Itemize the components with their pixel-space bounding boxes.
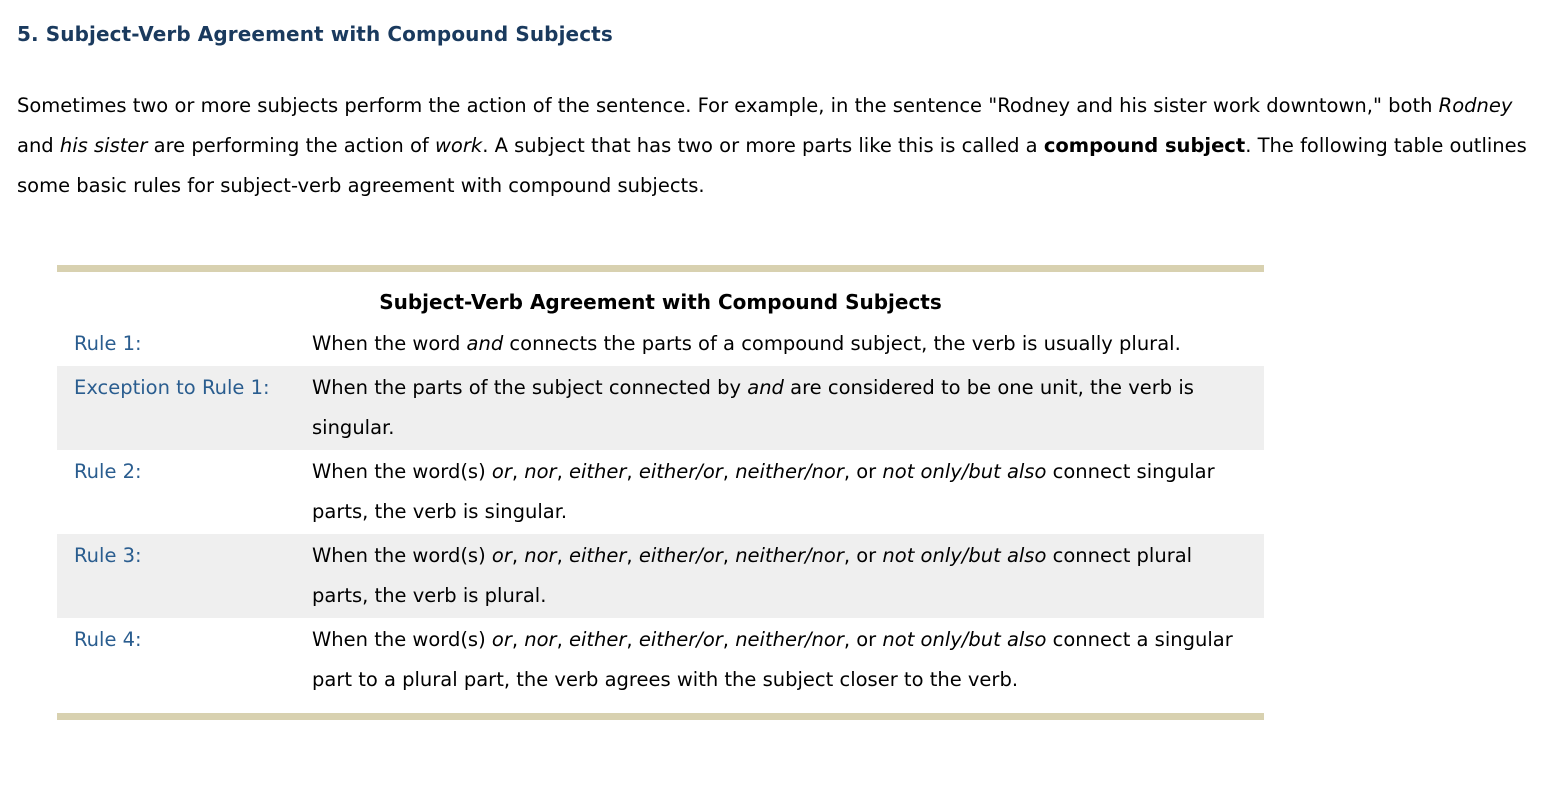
rule-em-either: either (568, 628, 627, 651)
rule-text-part: When the word(s) (312, 544, 492, 567)
rule-text-part: , or (843, 460, 883, 483)
rule-text-part: , (511, 460, 525, 483)
rule-description (312, 322, 1264, 366)
rules-table (57, 272, 1264, 713)
rule-text-part: are considered to be one unit, the verb is singular. (312, 376, 1194, 439)
rule-text-part: When the word(s) (312, 628, 492, 651)
rule-text-part: , or (843, 544, 883, 567)
rule-em-either-or: either/or (638, 544, 723, 567)
rule-text-part: connect plural parts, the verb is plural. (312, 544, 1193, 607)
rule-em-not-only-but-also: not only/but also (882, 628, 1047, 651)
rule-text-part: , (626, 628, 639, 651)
intro-text-2: and (17, 134, 60, 157)
intro-paragraph (17, 86, 1547, 206)
intro-text-5: . The following table outlines some basic rules for subject-verb agreement with compound subjects. (17, 134, 1527, 197)
rule-label: Exception to Rule 1: (57, 366, 312, 450)
rule-em-either: either (568, 544, 627, 567)
rule-em-not-only-but-also: not only/but also (882, 544, 1047, 567)
rule-text-part: connect a singular part to a plural part, the verb agrees with the subject closer to the verb. (312, 628, 1233, 691)
rule-description (312, 618, 1264, 713)
rule-text-part: connect singular parts, the verb is singular. (312, 460, 1215, 523)
rule-text-part: When the word(s) (312, 460, 492, 483)
rule-em-and: and (466, 332, 504, 355)
rule-em-neither-nor: neither/nor (735, 544, 844, 567)
rule-label: Rule 1: (74, 332, 142, 355)
table-row-exception-1 (57, 366, 1264, 450)
rules-table-container (57, 265, 1264, 720)
rule-label: Rule 2: (74, 460, 142, 483)
intro-text-1: Sometimes two or more subjects perform the action of the sentence. For example, in the sentence "Rodney and his sister work downtown," both (17, 94, 1439, 117)
rule-em-or: or (491, 628, 512, 651)
rule-em-or: or (491, 460, 512, 483)
rule-text-part: , (556, 628, 569, 651)
rule-em-either-or: either/or (638, 628, 723, 651)
rule-label: Rule 3: (57, 534, 312, 618)
rule-label: Rule 4: (74, 628, 142, 651)
rule-em-not-only-but-also: not only/but also (882, 460, 1047, 483)
rule-description (312, 366, 1264, 450)
table-row-rule-2 (57, 450, 1264, 534)
rule-em-either-or: either/or (638, 460, 723, 483)
rule-text-part: , (722, 460, 736, 483)
intro-em-work: work (434, 134, 483, 157)
rule-text-part: , (556, 544, 569, 567)
table-row-rule-4 (57, 618, 1264, 713)
rule-description (312, 450, 1264, 534)
table-row-rule-1 (57, 322, 1264, 366)
rule-em-and: and (747, 376, 784, 399)
intro-em-his-sister: his sister (59, 134, 148, 157)
intro-strong-compound-subject: compound subject (1043, 134, 1246, 157)
rule-text-part: , (722, 544, 736, 567)
table-caption: Subject-Verb Agreement with Compound Subjects (379, 290, 942, 314)
section-heading: 5. Subject-Verb Agreement with Compound Subjects (17, 22, 613, 46)
rule-text-part: , (626, 460, 639, 483)
rule-text-part: , (511, 544, 525, 567)
rule-em-or: or (491, 544, 512, 567)
intro-text-3: are performing the action of (147, 134, 435, 157)
rule-description (312, 534, 1264, 618)
rule-text-part: , (511, 628, 525, 651)
rule-text-part: When the word (312, 332, 467, 355)
rule-text-part: When the parts of the subject connected by (312, 376, 748, 399)
rule-em-neither-nor: neither/nor (735, 460, 844, 483)
rule-text-part: , (626, 544, 639, 567)
rule-em-nor: nor (524, 628, 557, 651)
intro-text-4: . A subject that has two or more parts like this is called a (482, 134, 1044, 157)
rule-em-either: either (568, 460, 627, 483)
rule-text-part: , or (843, 628, 883, 651)
table-row-rule-3 (57, 534, 1264, 618)
rule-em-neither-nor: neither/nor (735, 628, 844, 651)
rule-text-part: , (556, 460, 569, 483)
rule-text-part: , (722, 628, 736, 651)
rule-em-nor: nor (524, 460, 557, 483)
rule-text-part: connects the parts of a compound subject, the verb is usually plural. (503, 332, 1181, 355)
rule-em-nor: nor (524, 544, 557, 567)
intro-em-rodney: Rodney (1438, 94, 1513, 117)
